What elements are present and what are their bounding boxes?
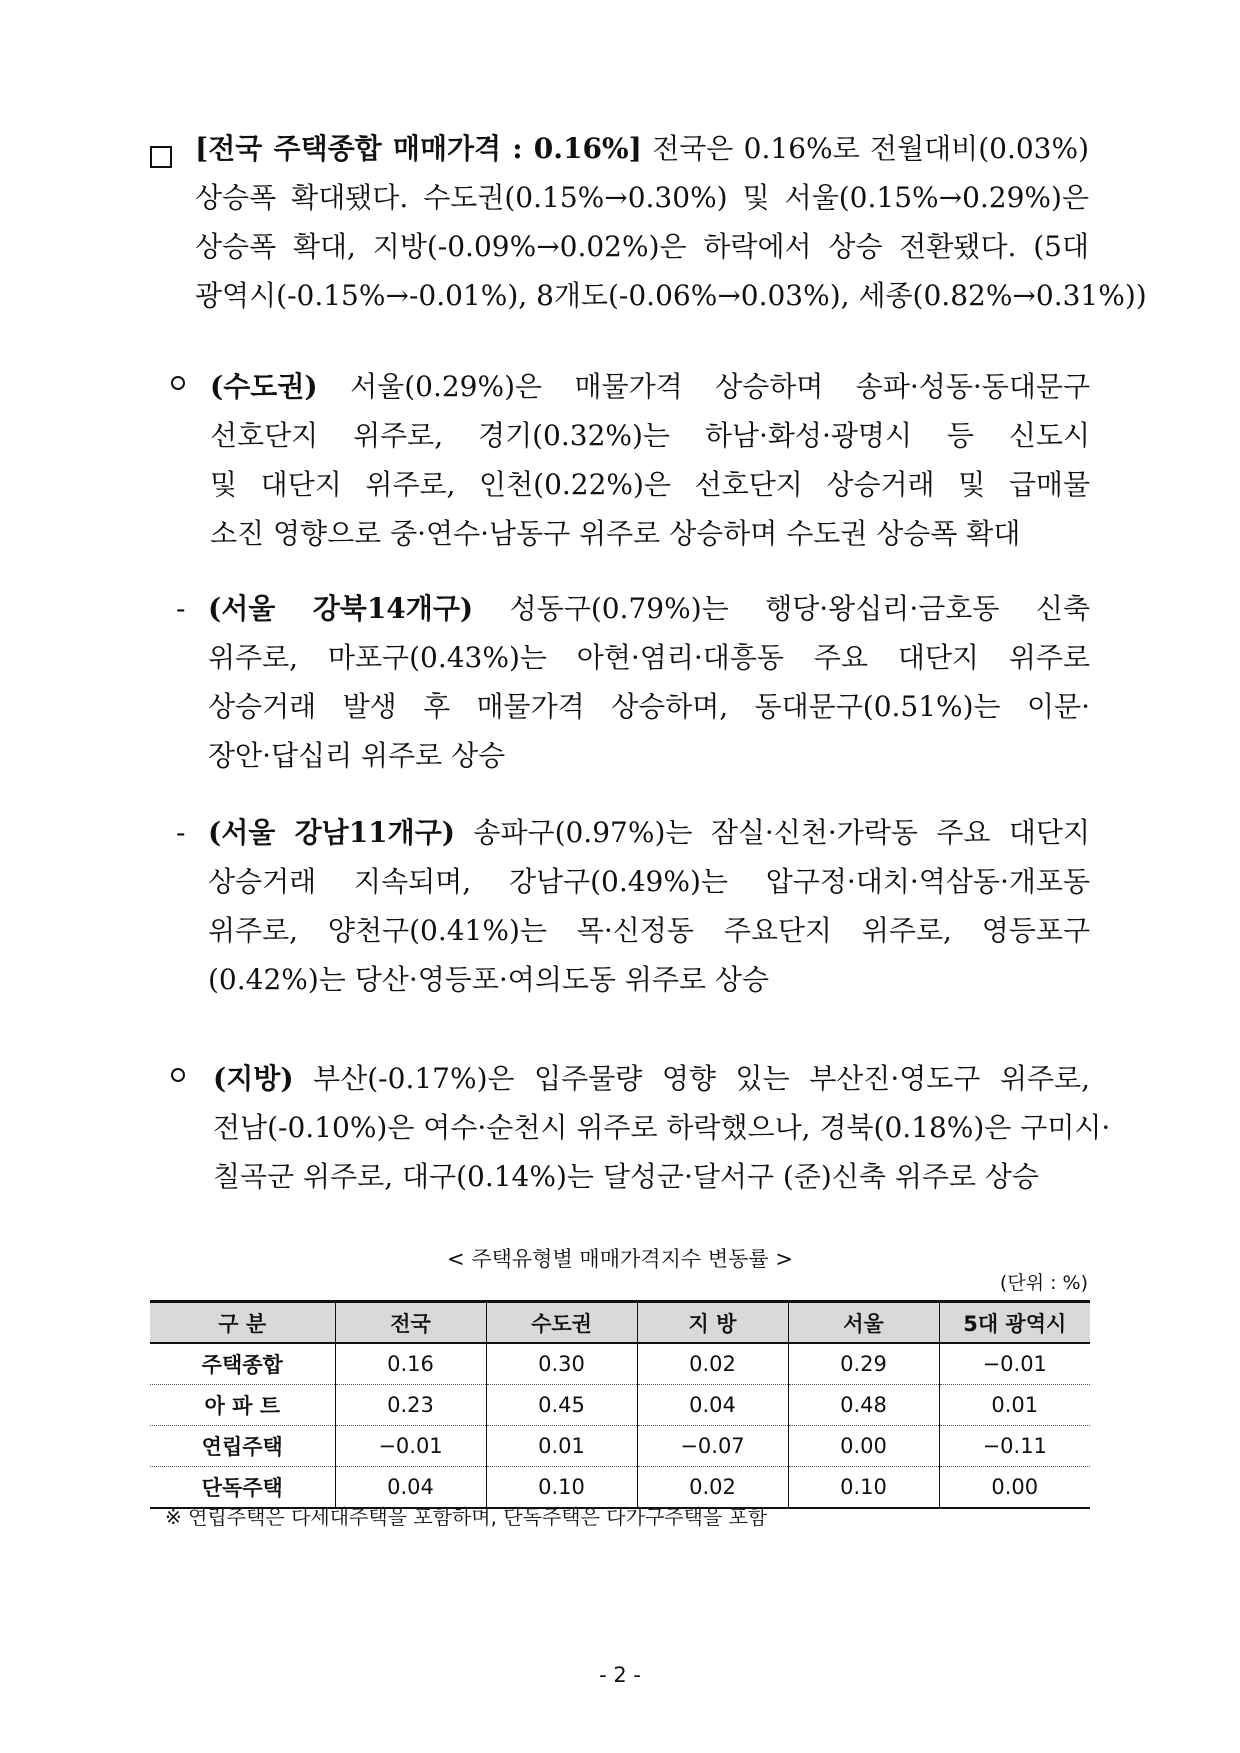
table-row	[150, 1343, 1090, 1385]
table-cell: 0.04	[637, 1385, 788, 1426]
table-cell: −0.11	[939, 1426, 1090, 1467]
text-line: 전국은 0.16%로 전월대비(0.03%)	[652, 132, 1090, 165]
section-gangbuk-heading: (서울 강북14개구)	[208, 592, 474, 625]
column-header: 전국	[335, 1302, 486, 1344]
table-cell: 0.16	[335, 1343, 486, 1385]
table-cell: 0.29	[788, 1343, 939, 1385]
table-cell: 0.10	[788, 1467, 939, 1509]
text-line: 전남(-0.10%)은 여수·순천시 위주로 하락했으나, 경북(0.18%)은 구미시·	[213, 1111, 1111, 1144]
section-gangnam-heading: (서울 강남11개구)	[208, 816, 456, 849]
table-cell: −0.01	[939, 1343, 1090, 1385]
text-line: 부산(-0.17%)은 입주물량 영향 있는 부산진·영도구 위주로,	[313, 1062, 1090, 1095]
table-header-row	[150, 1302, 1090, 1344]
table-cell: 0.02	[637, 1467, 788, 1509]
section-capital	[210, 362, 1090, 558]
row-label: 아 파 트	[150, 1385, 335, 1426]
text-line: 성동구(0.79%)는 행당·왕십리·금호동 신축	[509, 592, 1091, 625]
table-row	[150, 1426, 1090, 1467]
text-line: 칠곡군 위주로, 대구(0.14%)는 달성군·달서구 (준)신축 위주로 상승	[213, 1160, 1039, 1193]
text-line: 상승거래 지속되며, 강남구(0.49%)는 압구정·대치·역삼동·개포동	[208, 865, 1090, 898]
price-change-table	[150, 1300, 1090, 1509]
text-line: 선호단지 위주로, 경기(0.32%)는 하남·화성·광명시 등 신도시	[210, 419, 1090, 452]
table-cell: 0.01	[486, 1426, 637, 1467]
table-cell: 0.48	[788, 1385, 939, 1426]
text-line: 장안·답십리 위주로 상승	[208, 739, 506, 772]
text-line: 위주로, 마포구(0.43%)는 아현·염리·대흥동 주요 대단지 위주로	[208, 641, 1090, 674]
section-regional-heading: (지방)	[213, 1062, 294, 1095]
table-cell: −0.01	[335, 1426, 486, 1467]
circle-bullet-icon	[171, 356, 185, 405]
text-line: 위주로, 양천구(0.41%)는 목·신정동 주요단지 위주로, 영등포구	[208, 914, 1090, 947]
section-capital-heading: (수도권)	[210, 370, 318, 403]
text-line: 송파구(0.97%)는 잠실·신천·가락동 주요 대단지	[473, 816, 1090, 849]
circle-bullet-icon	[171, 1048, 185, 1097]
text-line: 및 대단지 위주로, 인천(0.22%)은 선호단지 상승거래 및 급매물	[210, 468, 1090, 501]
text-line: 소진 영향으로 중·연수·남동구 위주로 상승하며 수도권 상승폭 확대	[210, 517, 1021, 550]
row-label: 주택종합	[150, 1343, 335, 1385]
section-gangbuk	[208, 584, 1090, 780]
column-header: 구 분	[150, 1302, 335, 1344]
table-cell: 0.45	[486, 1385, 637, 1426]
column-header: 서울	[788, 1302, 939, 1344]
row-label: 연립주택	[150, 1426, 335, 1467]
row-label: 단독주택	[150, 1467, 335, 1509]
column-header: 수도권	[486, 1302, 637, 1344]
dash-bullet: -	[176, 816, 186, 849]
table-row	[150, 1385, 1090, 1426]
text-line: 서울(0.29%)은 매물가격 상승하며 송파·성동·동대문구	[350, 370, 1090, 403]
table-cell: 0.02	[637, 1343, 788, 1385]
column-header: 지 방	[637, 1302, 788, 1344]
table-cell: 0.01	[939, 1385, 1090, 1426]
table-cell: 0.30	[486, 1343, 637, 1385]
table-caption: < 주택유형별 매매가격지수 변동률 >	[447, 1247, 793, 1271]
table-cell: 0.23	[335, 1385, 486, 1426]
section-gangnam	[208, 808, 1090, 1004]
square-bullet-icon	[150, 134, 172, 183]
table-cell: 0.00	[788, 1426, 939, 1467]
column-header: 5대 광역시	[939, 1302, 1090, 1344]
text-line: 상승거래 발생 후 매물가격 상승하며, 동대문구(0.51%)는 이문·	[208, 690, 1090, 723]
table-cell: 0.04	[335, 1467, 486, 1509]
page-number: - 2 -	[599, 1663, 641, 1687]
table-footnote: ※ 연립주택은 다세대주택을 포함하며, 단독주택은 다가구주택을 포함	[165, 1505, 768, 1529]
dash-bullet: -	[176, 592, 186, 625]
table-cell: 0.00	[939, 1467, 1090, 1509]
section-national	[195, 124, 1147, 320]
text-line: 상승폭 확대, 지방(-0.09%→0.02%)은 하락에서 상승 전환됐다. (5대	[195, 230, 1089, 263]
text-line: (0.42%)는 당산·영등포·여의도동 위주로 상승	[208, 963, 770, 996]
text-line: 상승폭 확대됐다. 수도권(0.15%→0.30%) 및 서울(0.15%→0.29%)은	[195, 181, 1089, 214]
section-regional	[213, 1054, 1111, 1201]
table-cell: 0.10	[486, 1467, 637, 1509]
table-cell: −0.07	[637, 1426, 788, 1467]
section-national-heading: [전국 주택종합 매매가격 : 0.16%]	[195, 132, 642, 165]
text-line: 광역시(-0.15%→-0.01%), 8개도(-0.06%→0.03%), 세종(0.82%→0.31%))	[195, 279, 1147, 312]
table-unit: (단위 : %)	[999, 1272, 1088, 1294]
